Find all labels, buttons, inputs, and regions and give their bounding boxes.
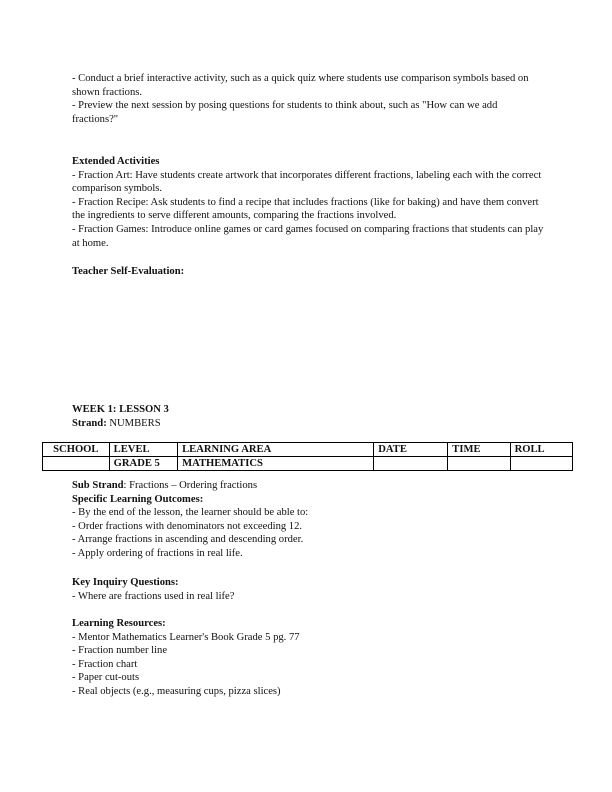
self-evaluation-heading: Teacher Self-Evaluation:: [72, 266, 185, 277]
strand-value: NUMBERS: [106, 417, 161, 429]
outcome-item: - Apply ordering of fractions in real life.: [72, 547, 243, 559]
substrand-label: Sub Strand: [72, 480, 124, 491]
cell-time: [448, 457, 510, 471]
table-header-row: [43, 443, 573, 457]
extended-item-games: - Fraction Games: Introduce online games or card games focused on comparing fractions that students can play at home.: [72, 223, 544, 249]
inquiry-heading: Key Inquiry Questions:: [72, 577, 179, 588]
cell-school: [43, 457, 110, 471]
extended-activities-heading: Extended Activities: [72, 156, 160, 167]
strand-line: [72, 417, 544, 431]
resources-heading: Learning Resources:: [72, 618, 166, 629]
header-date: DATE: [374, 443, 448, 457]
cell-learning-area: MATHEMATICS: [178, 457, 374, 471]
resource-item: - Real objects (e.g., measuring cups, pizza slices): [72, 685, 281, 697]
inquiry-item: - Where are fractions used in real life?: [72, 590, 235, 602]
outcome-item: - By the end of the lesson, the learner should be able to:: [72, 507, 309, 519]
cell-level: GRADE 5: [109, 457, 177, 471]
cell-date: [374, 457, 448, 471]
wrapup-item-preview: - Preview the next session by posing questions for students to think about, such as "How can we add fractions?": [72, 100, 498, 125]
inquiry-section: [72, 576, 544, 603]
extended-item-recipe: - Fraction Recipe: Ask students to find a recipe that includes fractions (like for baking) and have them convert the ingredients to serve different amounts, comparing the fractions involved.: [72, 196, 539, 222]
substrand-outcomes-section: [72, 479, 544, 561]
substrand-value: : Fractions – Ordering fractions: [123, 480, 258, 491]
lesson-info-table: [42, 442, 573, 471]
substrand-line: [72, 479, 544, 493]
resources-section: [72, 617, 544, 699]
outcomes-heading: Specific Learning Outcomes:: [72, 493, 204, 505]
outcome-item: - Order fractions with denominators not exceeding 12.: [72, 520, 303, 532]
cell-roll: [510, 457, 572, 471]
resource-item: - Mentor Mathematics Learner's Book Grade 5 pg. 77: [72, 631, 300, 643]
extended-item-art: - Fraction Art: Have students create artwork that incorporates different fractions, labeling each with the correct comparison symbols.: [72, 169, 542, 195]
self-evaluation-section: [72, 265, 544, 279]
header-time: TIME: [448, 443, 510, 457]
resource-item: - Fraction number line: [72, 645, 168, 657]
wrapup-section: [72, 72, 544, 126]
extended-activities-section: [72, 155, 544, 250]
lesson-header: [72, 403, 544, 430]
header-roll: ROLL: [510, 443, 572, 457]
header-school: SCHOOL: [43, 443, 110, 457]
header-level: LEVEL: [109, 443, 177, 457]
table-row: [43, 457, 573, 471]
outcome-item: - Arrange fractions in ascending and descending order.: [72, 534, 304, 546]
resource-item: - Paper cut-outs: [72, 672, 140, 684]
strand-label: Strand:: [72, 417, 107, 429]
wrapup-item-quiz: - Conduct a brief interactive activity, such as a quick quiz where students use comparison symbols based on shown fractions.: [72, 73, 529, 98]
resource-item: - Fraction chart: [72, 658, 138, 670]
lesson-title: WEEK 1: LESSON 3: [72, 404, 169, 415]
header-learning-area: LEARNING AREA: [178, 443, 374, 457]
